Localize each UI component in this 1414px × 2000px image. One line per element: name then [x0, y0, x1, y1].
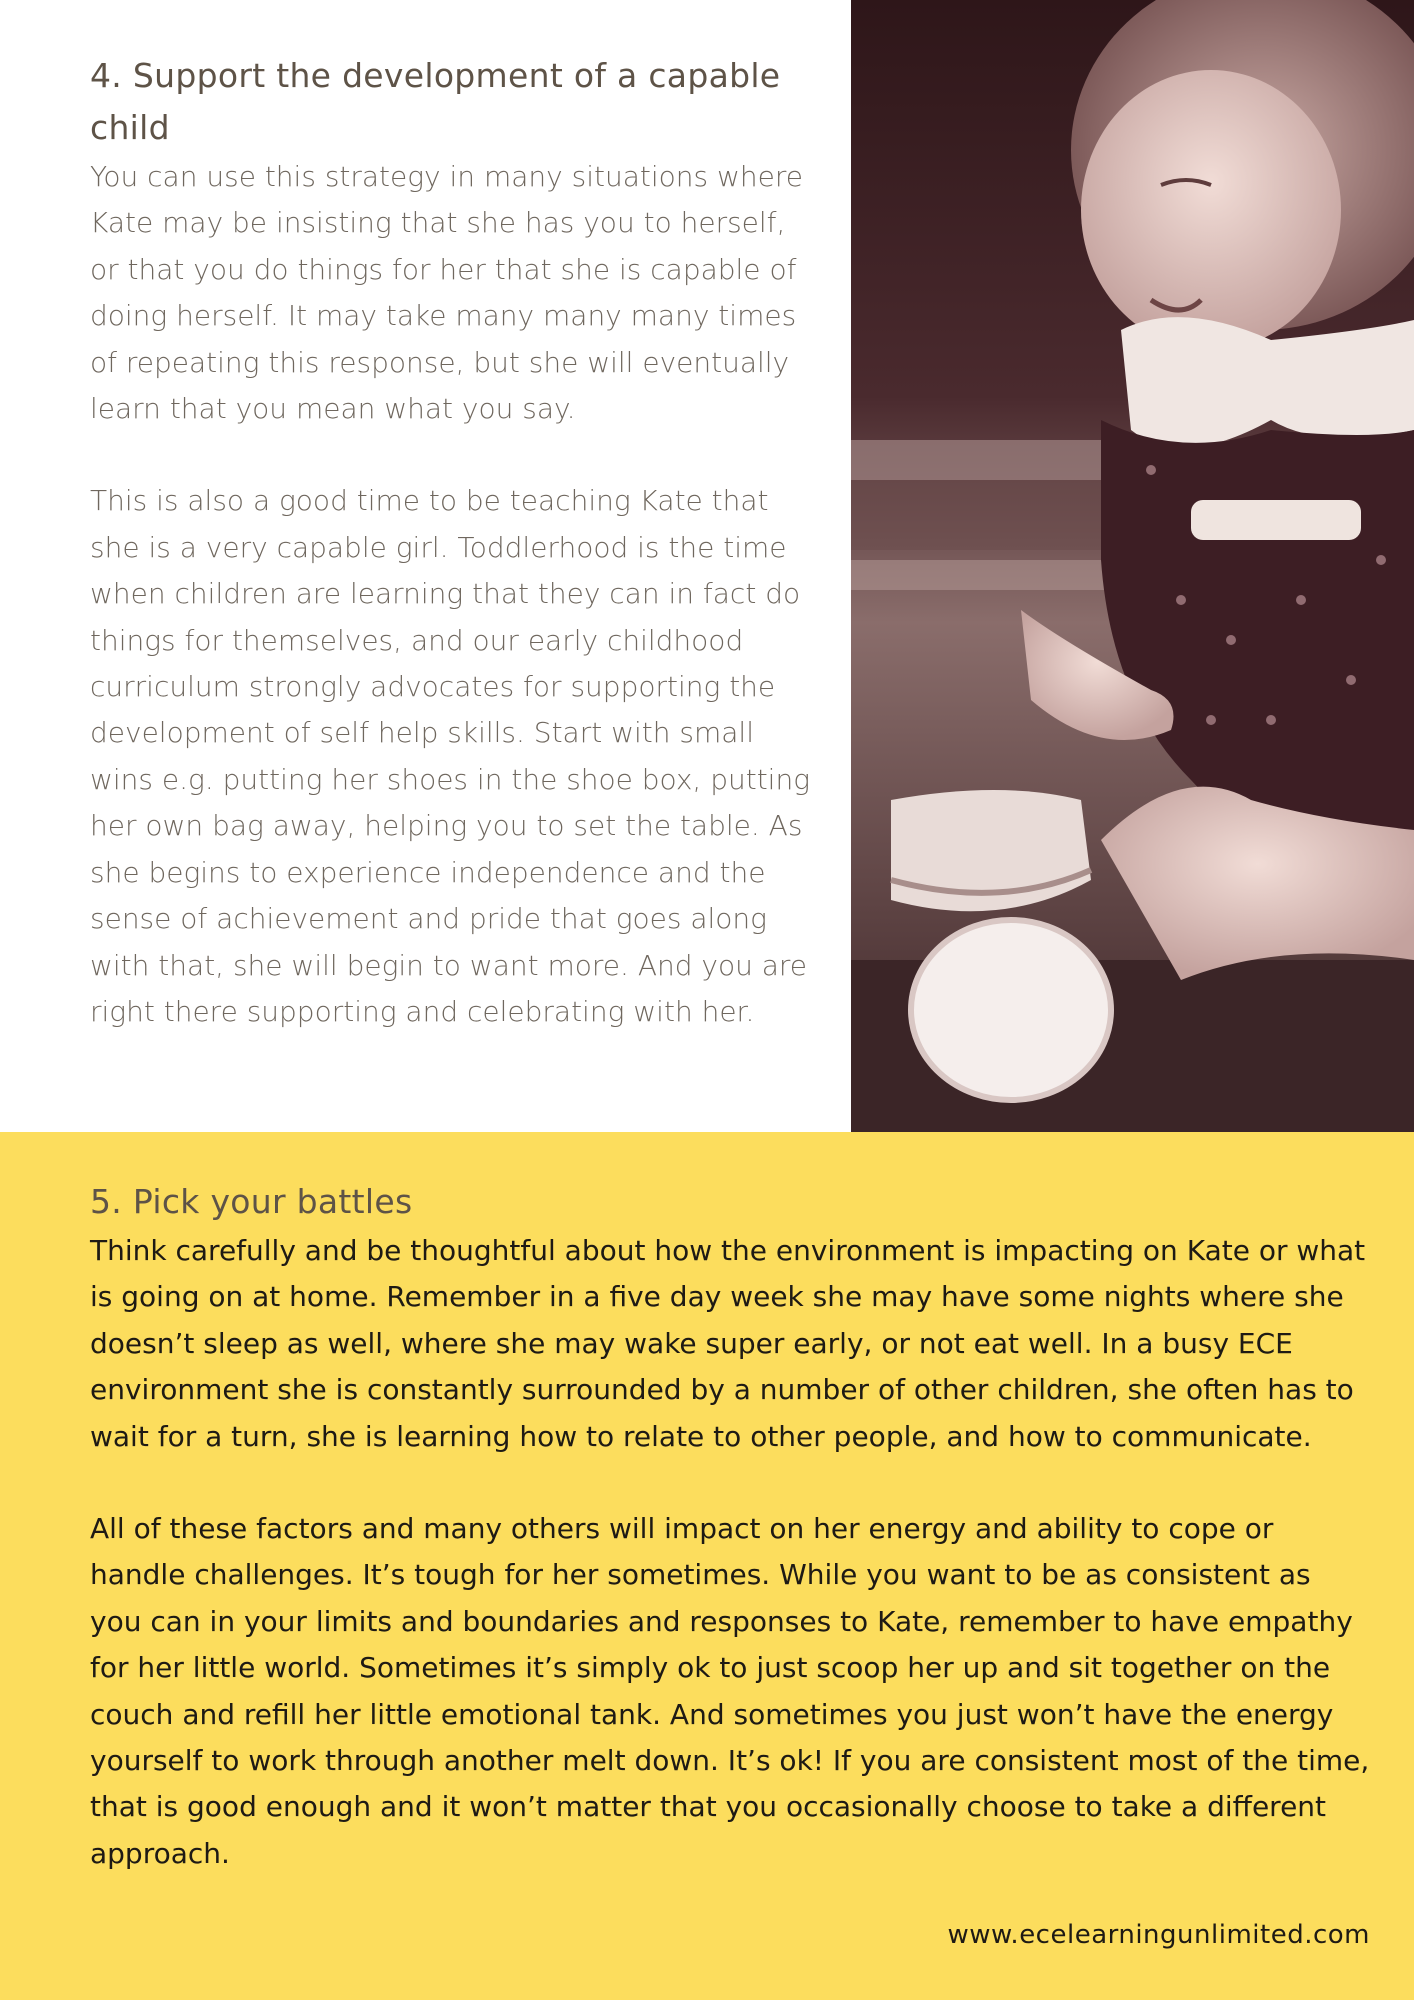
toddler-photo — [851, 0, 1414, 1132]
section-5-text — [90, 1176, 1370, 1877]
section-4-heading: 4. Support the development of a capable child — [90, 56, 781, 147]
section-5-paragraph-1: Think carefully and be thoughtful about how the environment is impacting on Kate or what is going on at home. Remember in a five day week she may have some nights where she doesn’t sleep as well, where she may wake super early, or not eat well. In a busy ECE environment she is constantly surrounded by a number of other children, she often has to wait for a turn, she is learning how to relate to other people, and how to communicate. — [90, 1234, 1366, 1453]
section-5-heading: 5. Pick your battles — [90, 1182, 413, 1221]
bottom-section — [0, 1132, 1414, 2000]
website-url: www.ecelearningunlimited.com — [947, 1920, 1370, 1950]
section-4-paragraph-1: You can use this strategy in many situations where Kate may be insisting that she has you to herself, or that you do things for her that she is capable of doing herself. It may take many many many times of repeating this response, but she will eventually learn that you mean what you say. — [90, 160, 803, 426]
paragraph-spacer — [90, 1460, 1370, 1506]
section-4-text — [90, 50, 810, 1035]
section-4-paragraph-2: This is also a good time to be teaching Kate that she is a very capable girl. Toddlerhood is the time when children are learning that they can in fact do things for themselves, and our early childhood curriculum strongly advocates for supporting the development of self help skills. Start with small wins e.g. putting her shoes in the shoe box, putting her own bag away, helping you to set the table. As she begins to experience independence and the sense of achievement and pride that goes along with that, she will begin to want more. And you are right there supporting and celebrating with her. — [90, 484, 811, 1028]
paragraph-spacer — [90, 432, 810, 478]
section-5-paragraph-2: All of these factors and many others will impact on her energy and ability to cope or handle challenges. It’s tough for her sometimes. While you want to be as consistent as you can in your limits and boundaries and responses to Kate, remember to have empathy for her little world. Sometimes it’s simply ok to just scoop her up and sit together on the couch and refill her little emotional tank. And sometimes you just won’t have the energy yourself to work through another melt down. It’s ok! If you are consistent most of the time, that is good enough and it won’t matter that you occasionally choose to take a different approach. — [90, 1512, 1370, 1870]
